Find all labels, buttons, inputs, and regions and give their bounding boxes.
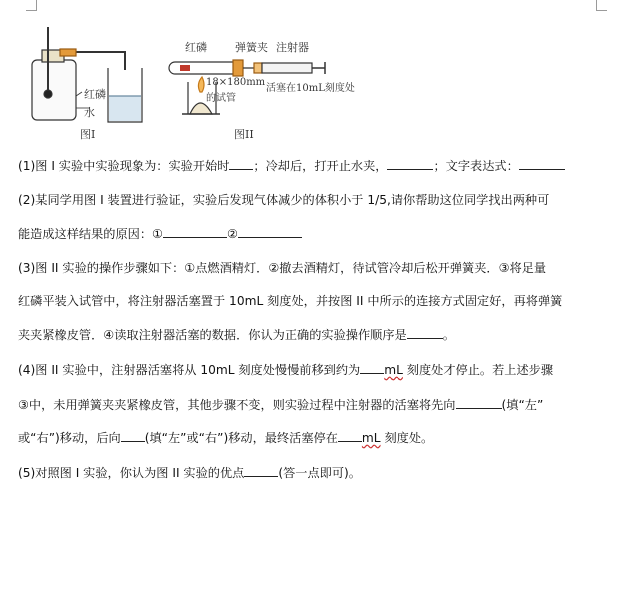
fig2-tube-label: 的试管 <box>206 93 236 104</box>
q2-blank-reason-1[interactable] <box>163 226 227 238</box>
question-4-line-1 <box>18 362 608 377</box>
q4-blank-direction-first[interactable] <box>456 397 502 409</box>
q3-blank-order[interactable] <box>407 327 443 339</box>
q1-text-a: (1)图 I 实验中实验现象为：实验开始时 <box>18 159 230 173</box>
question-4-line-3 <box>18 430 608 445</box>
fig1-phosphorus-label: 红磷 <box>84 88 106 101</box>
q4-unit-ml-1: mL <box>384 363 403 377</box>
q2-line2a: 能造成这样结果的原因：① <box>18 227 163 241</box>
fig2-phosphorus-label: 红磷 <box>185 41 207 54</box>
fig2-piston-label: 活塞在10mL刻度处 <box>266 83 355 94</box>
question-3-line-2 <box>18 294 608 308</box>
q3-line1: (3)图 II 实验的操作步骤如下：①点燃酒精灯．②撤去酒精灯，待试管冷却后松开弹簧夹．③将足量 <box>18 261 547 275</box>
q1-blank-equation[interactable] <box>519 158 565 170</box>
q4-line2a: ③中，未用弹簧夹夹紧橡皮管，其他步骤不变，则实验过程中注射器的活塞将先向 <box>18 398 456 412</box>
q4-line3a: 或“右”)移动，后向 <box>18 431 121 445</box>
q1-blank-start[interactable] <box>229 158 253 170</box>
q1-text-c: ；文字表达式： <box>433 159 519 173</box>
q4-unit-ml-2: mL <box>361 431 381 445</box>
q2-line1: (2)某同学用图 I 装置进行验证，实验后发现气体减少的体积小于 1/5,请你帮助这位同学找出两种可 <box>18 193 550 207</box>
page-corner-mark-left <box>26 0 37 11</box>
q5-blank-advantage[interactable] <box>244 465 278 477</box>
q3-line3a: 夹夹紧橡皮管．④读取注射器活塞的数据．你认为正确的实验操作顺序是 <box>18 328 407 342</box>
q4-line3b: (填“左”或“右”)移动，最终活塞停在 <box>144 431 338 445</box>
fig2-caption: 图II <box>234 128 254 141</box>
q1-blank-cooling[interactable] <box>387 158 433 170</box>
q3-line3b: 。 <box>442 328 455 342</box>
fig1-water-label: 水 <box>84 106 95 119</box>
question-2-line-1 <box>18 193 608 207</box>
q4-line2b: (填“左” <box>501 398 544 412</box>
question-5 <box>18 465 608 480</box>
q2-line2b: ② <box>227 227 238 241</box>
q2-blank-reason-2[interactable] <box>238 226 302 238</box>
q4-blank-direction-then[interactable] <box>121 430 145 442</box>
experiment-figures <box>20 22 440 142</box>
question-1 <box>18 158 608 173</box>
q4-line1a: (4)图 II 实验中，注射器活塞将从 10mL 刻度处慢慢前移到约为 <box>18 363 361 377</box>
q4-line3d: 刻度处。 <box>380 431 434 445</box>
question-3-line-1 <box>18 261 608 275</box>
fig2-clamp-label: 弹簧夹 <box>235 41 268 54</box>
q3-line2: 红磷平装入试管中，将注射器活塞置于 10mL 刻度处，并按图 II 中所示的连接方式固定好，再将弹簧 <box>18 294 563 308</box>
fig2-tube-size-label: 18×180mm <box>206 77 266 88</box>
fig2-syringe-label: 注射器 <box>276 41 309 54</box>
page-corner-mark-right <box>596 0 607 11</box>
question-2-line-2 <box>18 226 608 241</box>
q4-blank-final-volume[interactable] <box>338 430 362 442</box>
q5-text-b: (答一点即可)。 <box>278 466 361 480</box>
q5-text-a: (5)对照图 I 实验，你认为图 II 实验的优点 <box>18 466 245 480</box>
question-4-line-2 <box>18 397 608 412</box>
question-3-line-3 <box>18 327 608 342</box>
q4-line1c: 刻度处才停止。若上述步骤 <box>402 363 554 377</box>
q1-text-b: ；冷却后，打开止水夹， <box>253 159 388 173</box>
q4-blank-volume[interactable] <box>360 362 384 374</box>
fig1-caption: 图I <box>80 128 96 141</box>
